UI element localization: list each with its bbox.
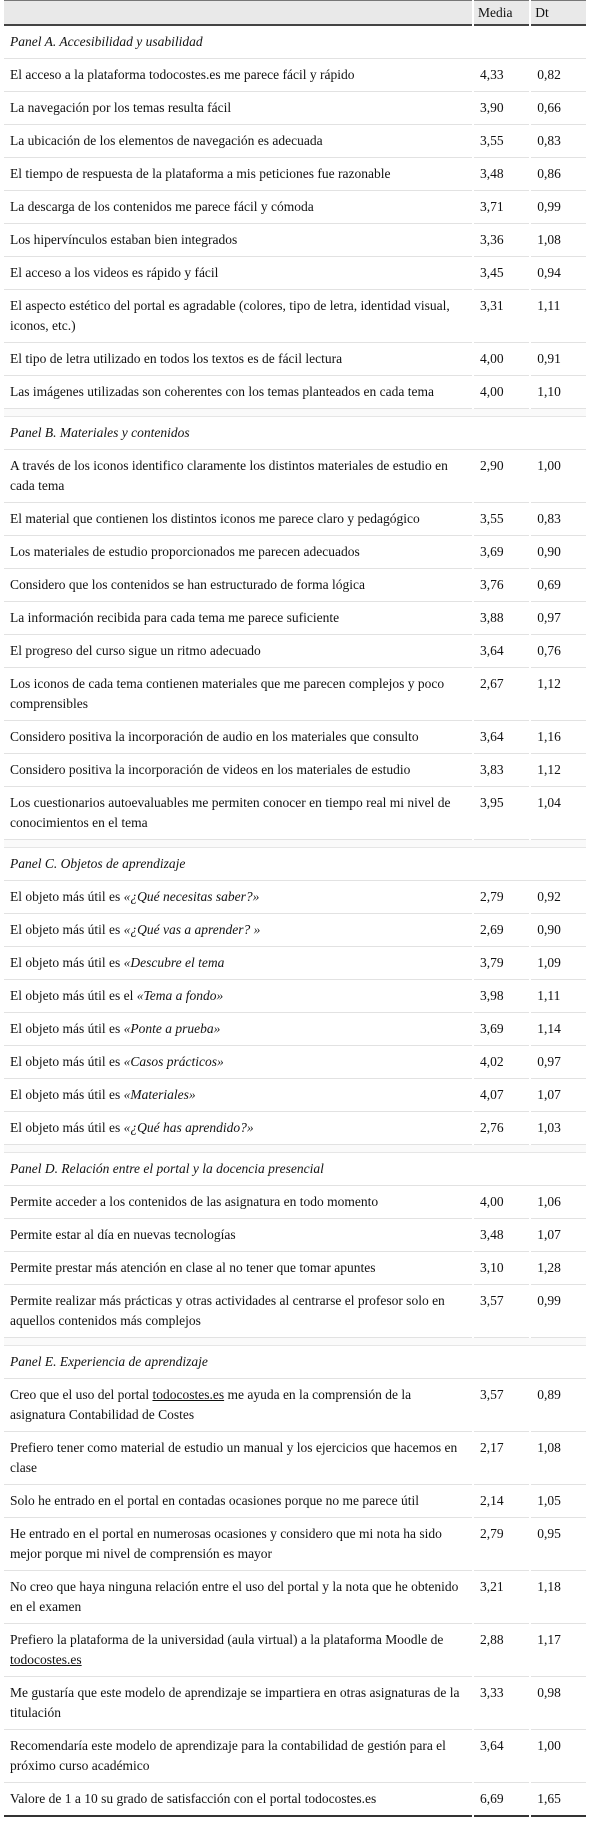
dt-value: 0,99: [531, 191, 586, 224]
item-text: [4, 536, 472, 569]
item-text: [4, 1624, 472, 1677]
panel-title: Panel B. Materiales y contenidos: [4, 417, 586, 450]
item-text: [4, 191, 472, 224]
item-text: [4, 125, 472, 158]
table-row: [4, 1013, 586, 1046]
table-row: [4, 191, 586, 224]
item-text-part: Valore de 1 a 10 su grado de satisfacción con el portal todocostes.es: [10, 1791, 377, 1806]
dt-value: 1,08: [531, 224, 586, 257]
media-value: 3,79: [474, 947, 529, 980]
item-text: [4, 914, 472, 947]
media-value: 2,90: [474, 450, 529, 503]
table-row: [4, 947, 586, 980]
item-text: [4, 503, 472, 536]
dt-value: 0,91: [531, 343, 586, 376]
item-text-part: me ayuda en la comprensión de la asignatura Contabilidad de Costes: [10, 1387, 412, 1422]
dt-value: 0,86: [531, 158, 586, 191]
item-text: [4, 1518, 472, 1571]
media-value: 6,69: [474, 1783, 529, 1817]
media-value: 3,55: [474, 503, 529, 536]
item-text-part: El aspecto estético del portal es agradable (colores, tipo de letra, identidad visual, iconos, etc.): [10, 298, 450, 333]
media-value: 3,45: [474, 257, 529, 290]
media-value: 3,36: [474, 224, 529, 257]
dt-value: 1,12: [531, 668, 586, 721]
media-value: 2,76: [474, 1112, 529, 1145]
item-text-part: Considero positiva la incorporación de videos en los materiales de estudio: [10, 762, 411, 777]
item-text-part: La navegación por los temas resulta fácil: [10, 100, 232, 115]
item-text-part: El objeto más útil es: [10, 922, 124, 937]
panel-title: Panel E. Experiencia de aprendizaje: [4, 1346, 586, 1379]
panel-title-row: [4, 26, 586, 59]
table-row: [4, 914, 586, 947]
dt-value: 0,94: [531, 257, 586, 290]
item-text-part: Permite prestar más atención en clase al no tener que tomar apuntes: [10, 1260, 376, 1275]
table-row: [4, 376, 586, 409]
media-value: 3,48: [474, 1219, 529, 1252]
media-value: 3,76: [474, 569, 529, 602]
item-text-part: El objeto más útil es: [10, 1021, 124, 1036]
item-text: [4, 257, 472, 290]
dt-value: 1,09: [531, 947, 586, 980]
item-quoted-text: «Tema a fondo»: [136, 988, 224, 1003]
dt-value: 0,69: [531, 569, 586, 602]
item-text-part: El objeto más útil es: [10, 955, 124, 970]
media-value: 3,57: [474, 1379, 529, 1432]
item-text: [4, 1485, 472, 1518]
item-text-part: El material que contienen los distintos iconos me parece claro y pedagógico: [10, 511, 420, 526]
item-text: [4, 158, 472, 191]
panel-title-row: [4, 1346, 586, 1379]
item-text-part: Me gustaría que este modelo de aprendizaje se impartiera en otras asignaturas de la titulación: [10, 1685, 460, 1720]
item-text-part: El objeto más útil es: [10, 1120, 124, 1135]
table-row: [4, 980, 586, 1013]
item-text-part: Permite estar al día en nuevas tecnologías: [10, 1227, 236, 1242]
item-text: [4, 92, 472, 125]
panel-gap: [4, 1338, 586, 1346]
table-row: [4, 1046, 586, 1079]
table-row: [4, 503, 586, 536]
media-value: 2,79: [474, 881, 529, 914]
item-text-part: Permite realizar más prácticas y otras actividades al centrarse el profesor solo en aquellos contenidos más complejos: [10, 1293, 445, 1328]
item-text-part: El tipo de letra utilizado en todos los textos es de fácil lectura: [10, 351, 343, 366]
results-table: [2, 0, 588, 1817]
item-text: [4, 1571, 472, 1624]
dt-value: 0,90: [531, 914, 586, 947]
item-text: [4, 1783, 472, 1817]
media-value: 3,64: [474, 721, 529, 754]
dt-value: 1,03: [531, 1112, 586, 1145]
item-text-part: Los materiales de estudio proporcionados me parecen adecuados: [10, 544, 360, 559]
dt-value: 1,00: [531, 1730, 586, 1783]
item-text: [4, 224, 472, 257]
media-value: 4,00: [474, 376, 529, 409]
panel-title: Panel C. Objetos de aprendizaje: [4, 848, 586, 881]
media-value: 3,57: [474, 1285, 529, 1338]
media-value: 3,69: [474, 1013, 529, 1046]
table-row: [4, 569, 586, 602]
media-value: 3,83: [474, 754, 529, 787]
media-value: 4,33: [474, 59, 529, 92]
item-text-part: El objeto más útil es: [10, 1054, 124, 1069]
item-quoted-text: «¿Qué vas a aprender? »: [123, 922, 261, 937]
panel-title: Panel D. Relación entre el portal y la docencia presencial: [4, 1153, 586, 1186]
dt-value: 1,07: [531, 1219, 586, 1252]
item-text-part: Considero que los contenidos se han estructurado de forma lógica: [10, 577, 366, 592]
table-row: [4, 92, 586, 125]
item-text: [4, 754, 472, 787]
table-row: [4, 787, 586, 840]
dt-value: 1,11: [531, 980, 586, 1013]
header-dt: Dt: [531, 0, 586, 26]
item-quoted-text: «Casos prácticos»: [123, 1054, 224, 1069]
media-value: 4,02: [474, 1046, 529, 1079]
table-row: [4, 881, 586, 914]
dt-value: 1,06: [531, 1186, 586, 1219]
media-value: 3,95: [474, 787, 529, 840]
item-text-part: La ubicación de los elementos de navegación es adecuada: [10, 133, 323, 148]
item-text-part: Prefiero la plataforma de la universidad (aula virtual) a la plataforma Moodle de: [10, 1632, 444, 1647]
table-row: [4, 635, 586, 668]
dt-value: 0,97: [531, 1046, 586, 1079]
panel-gap: [4, 1145, 586, 1153]
dt-value: 1,00: [531, 450, 586, 503]
dt-value: 0,95: [531, 1518, 586, 1571]
item-text: [4, 59, 472, 92]
table-row: [4, 1432, 586, 1485]
media-value: 3,64: [474, 1730, 529, 1783]
item-text-part: Solo he entrado en el portal en contadas ocasiones porque no me parece útil: [10, 1493, 419, 1508]
dt-value: 0,82: [531, 59, 586, 92]
table-row: [4, 536, 586, 569]
item-text: [4, 1046, 472, 1079]
panel-title: Panel A. Accesibilidad y usabilidad: [4, 26, 586, 59]
table-row: [4, 257, 586, 290]
item-text: [4, 947, 472, 980]
media-value: 3,31: [474, 290, 529, 343]
table-row: [4, 224, 586, 257]
panel-title-row: [4, 1153, 586, 1186]
item-text: [4, 602, 472, 635]
dt-value: 1,11: [531, 290, 586, 343]
item-text-part: El tiempo de respuesta de la plataforma a mis peticiones fue razonable: [10, 166, 391, 181]
item-quoted-text: «Ponte a prueba»: [123, 1021, 221, 1036]
table-row: [4, 450, 586, 503]
item-text-part: La descarga de los contenidos me parece fácil y cómoda: [10, 199, 314, 214]
dt-value: 1,14: [531, 1013, 586, 1046]
item-text-part: Los cuestionarios autoevaluables me permiten conocer en tiempo real mi nivel de conocimientos en el tema: [10, 795, 451, 830]
media-value: 3,10: [474, 1252, 529, 1285]
item-text: [4, 1432, 472, 1485]
item-underlined-text: todocostes.es: [152, 1387, 225, 1402]
table-row: [4, 1571, 586, 1624]
table-row: [4, 1624, 586, 1677]
panel-gap: [4, 409, 586, 417]
item-text-part: Prefiero tener como material de estudio un manual y los ejercicios que hacemos en clase: [10, 1440, 458, 1475]
table-body: [4, 26, 586, 1817]
item-text-part: Considero positiva la incorporación de audio en los materiales que consulto: [10, 729, 419, 744]
item-text: [4, 635, 472, 668]
item-quoted-text: «¿Qué necesitas saber?»: [123, 889, 260, 904]
dt-value: 0,76: [531, 635, 586, 668]
item-text-part: El objeto más útil es el: [10, 988, 137, 1003]
item-text: [4, 343, 472, 376]
table-row: [4, 125, 586, 158]
item-text: [4, 1112, 472, 1145]
dt-value: 1,17: [531, 1624, 586, 1677]
table-row: [4, 668, 586, 721]
item-text: [4, 787, 472, 840]
header-media: Media: [474, 0, 529, 26]
media-value: 2,69: [474, 914, 529, 947]
item-text-part: Recomendaría este modelo de aprendizaje para la contabilidad de gestión para el próximo curso académico: [10, 1738, 446, 1773]
item-text: [4, 668, 472, 721]
media-value: 3,69: [474, 536, 529, 569]
item-text: [4, 376, 472, 409]
item-text: [4, 290, 472, 343]
item-text-part: He entrado en el portal en numerosas ocasiones y considero que mi nota ha sido mejor porque mi nivel de comprensión es mayor: [10, 1526, 442, 1561]
table-row: [4, 1112, 586, 1145]
item-text: [4, 980, 472, 1013]
table-row: [4, 1219, 586, 1252]
table-row: [4, 290, 586, 343]
item-text-part: Las imágenes utilizadas son coherentes con los temas planteados en cada tema: [10, 384, 434, 399]
item-text: [4, 721, 472, 754]
dt-value: 1,04: [531, 787, 586, 840]
item-text: [4, 881, 472, 914]
header-row: [4, 0, 586, 26]
item-text: [4, 1219, 472, 1252]
media-value: 3,48: [474, 158, 529, 191]
table-row: [4, 343, 586, 376]
dt-value: 0,83: [531, 125, 586, 158]
item-text: [4, 450, 472, 503]
item-text-part: El objeto más útil es: [10, 1087, 124, 1102]
item-quoted-text: «Descubre el tema: [123, 955, 225, 970]
dt-value: 0,99: [531, 1285, 586, 1338]
table-row: [4, 1079, 586, 1112]
media-value: 3,98: [474, 980, 529, 1013]
media-value: 3,71: [474, 191, 529, 224]
item-text-part: El acceso a la plataforma todocostes.es me parece fácil y rápido: [10, 67, 355, 82]
media-value: 3,90: [474, 92, 529, 125]
item-text-part: A través de los iconos identifico claramente los distintos materiales de estudio en cada tema: [10, 458, 448, 493]
dt-value: 0,83: [531, 503, 586, 536]
header-item-cell: [4, 0, 472, 26]
item-text: [4, 1285, 472, 1338]
media-value: 2,88: [474, 1624, 529, 1677]
item-text-part: El acceso a los videos es rápido y fácil: [10, 265, 219, 280]
media-value: 2,79: [474, 1518, 529, 1571]
dt-value: 1,05: [531, 1485, 586, 1518]
dt-value: 0,66: [531, 92, 586, 125]
dt-value: 1,12: [531, 754, 586, 787]
panel-gap: [4, 840, 586, 848]
item-text-part: Los hipervínculos estaban bien integrados: [10, 232, 238, 247]
item-quoted-text: «Materiales»: [123, 1087, 196, 1102]
dt-value: 1,07: [531, 1079, 586, 1112]
table-row: [4, 1677, 586, 1730]
dt-value: 1,16: [531, 721, 586, 754]
dt-value: 1,08: [531, 1432, 586, 1485]
table-row: [4, 721, 586, 754]
table-row: [4, 1783, 586, 1817]
panel-title-row: [4, 417, 586, 450]
item-text: [4, 1186, 472, 1219]
item-text: [4, 1079, 472, 1112]
item-text-part: La información recibida para cada tema me parece suficiente: [10, 610, 340, 625]
dt-value: 1,65: [531, 1783, 586, 1817]
media-value: 3,33: [474, 1677, 529, 1730]
table-row: [4, 1186, 586, 1219]
item-text: [4, 569, 472, 602]
dt-value: 0,89: [531, 1379, 586, 1432]
item-text-part: Los iconos de cada tema contienen materiales que me parecen complejos y poco comprensibles: [10, 676, 445, 711]
media-value: 4,00: [474, 1186, 529, 1219]
table-row: [4, 1285, 586, 1338]
table-row: [4, 158, 586, 191]
panel-title-row: [4, 848, 586, 881]
item-text: [4, 1252, 472, 1285]
dt-value: 0,98: [531, 1677, 586, 1730]
item-text: [4, 1379, 472, 1432]
dt-value: 0,92: [531, 881, 586, 914]
table-row: [4, 602, 586, 635]
media-value: 2,67: [474, 668, 529, 721]
item-text-part: El progreso del curso sigue un ritmo adecuado: [10, 643, 261, 658]
item-text-part: No creo que haya ninguna relación entre el uso del portal y la nota que he obtenido en el examen: [10, 1579, 459, 1614]
item-text-part: Permite acceder a los contenidos de las asignatura en todo momento: [10, 1194, 379, 1209]
media-value: 3,21: [474, 1571, 529, 1624]
item-text: [4, 1677, 472, 1730]
media-value: 3,55: [474, 125, 529, 158]
table-row: [4, 1518, 586, 1571]
media-value: 4,07: [474, 1079, 529, 1112]
table-row: [4, 59, 586, 92]
media-value: 3,88: [474, 602, 529, 635]
dt-value: 1,10: [531, 376, 586, 409]
table-row: [4, 1730, 586, 1783]
item-underlined-text: todocostes.es: [10, 1652, 82, 1667]
table-row: [4, 1252, 586, 1285]
dt-value: 1,28: [531, 1252, 586, 1285]
media-value: 2,14: [474, 1485, 529, 1518]
item-text-part: Creo que el uso del portal: [10, 1387, 153, 1402]
item-quoted-text: «¿Qué has aprendido?»: [123, 1120, 254, 1135]
media-value: 4,00: [474, 343, 529, 376]
media-value: 2,17: [474, 1432, 529, 1485]
table-row: [4, 1485, 586, 1518]
table-row: [4, 754, 586, 787]
dt-value: 0,90: [531, 536, 586, 569]
dt-value: 0,97: [531, 602, 586, 635]
item-text: [4, 1013, 472, 1046]
media-value: 3,64: [474, 635, 529, 668]
table-row: [4, 1379, 586, 1432]
item-text: [4, 1730, 472, 1783]
item-text-part: El objeto más útil es: [10, 889, 124, 904]
dt-value: 1,18: [531, 1571, 586, 1624]
